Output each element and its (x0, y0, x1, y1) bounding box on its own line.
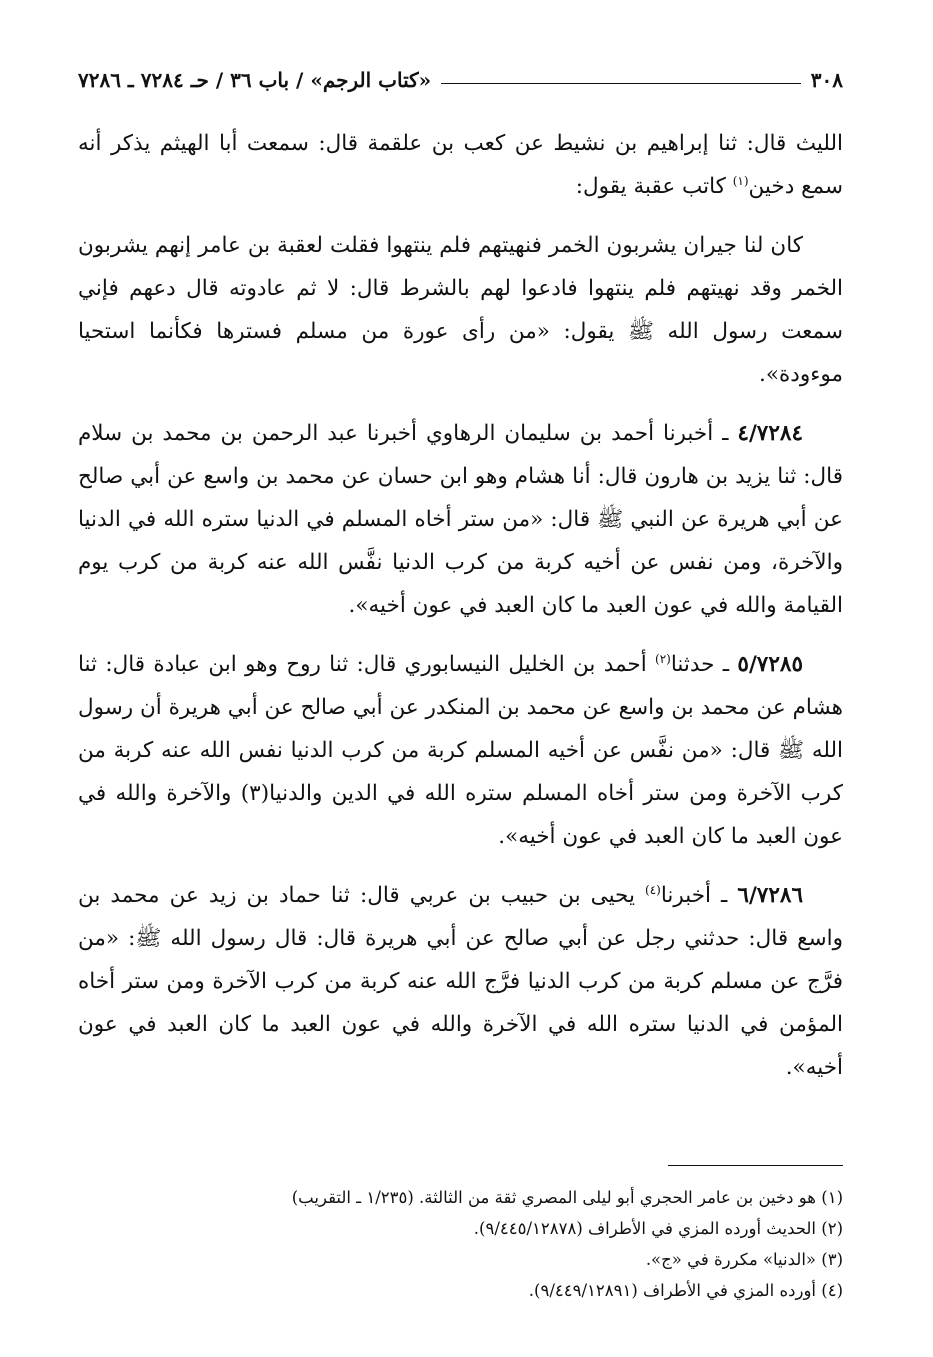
footnote-ref: (٢) (655, 651, 671, 666)
hadith-number: ٦/٧٢٨٦ (737, 883, 803, 908)
paragraph-text: ـ أخبرنا أحمد بن سليمان الرهاوي أخبرنا عبد الرحمن بن محمد بن سلام قال: ثنا يزيد بن هارون قال: أنا هشام وهو ابن حسان عن محمد بن واسع عن أبي صالح عن أبي هريرة عن النبي ﷺ قال: «من ستر أخاه المسلم في الدنيا ستره الله في الدنيا والآخرة، ومن نفس عن أخيه كربة من كرب الدنيا نفَّس الله عنه كربة من كرب يوم القيامة والله في عون العبد ما كان العبد في عون أخيه». (78, 421, 843, 618)
footnote-4: (٤) أورده المزي في الأطراف (٩/٤٤٩/١٢٨٩١). (528, 1281, 843, 1300)
hadith-7286 (78, 874, 843, 1089)
footnote-rule (668, 1165, 843, 1166)
book-page (78, 60, 843, 1330)
paragraph-2 (78, 224, 843, 396)
running-title: «كتاب الرجم» / باب ٣٦ / حـ ٧٢٨٤ ـ ٧٢٨٦ (78, 68, 432, 92)
paragraph-1 (78, 122, 843, 208)
paragraph-text: الليث قال: ثنا إبراهيم بن نشيط عن كعب بن علقمة قال: سمعت أبا الهيثم يذكر أنه سمع دخين (78, 131, 843, 199)
paragraph-text-after: أحمد بن الخليل النيسابوري قال: ثنا روح وهو ابن عبادة قال: ثنا هشام عن محمد بن واسع عن محمد بن المنكدر عن أبي صالح عن أبي هريرة أن رسول الله ﷺ قال: «من نفَّس عن أخيه المسلم كربة من كرب الدنيا نفس الله عنه كربة من كرب الآخرة ومن ستر أخاه المسلم ستره الله في الدين والدنيا(٣) والآخرة والله في عون العبد ما كان العبد في عون أخيه». (78, 652, 843, 849)
hadith-7284 (78, 412, 843, 627)
page-number: ٣٠٨ (810, 68, 843, 92)
paragraph-text: كان لنا جيران يشربون الخمر فنهيتهم فلم ينتهوا فقلت لعقبة بن عامر إنهم يشربون الخمر وقد نهيتهم فلم ينتهوا فادعوا لهم بالشرط قال: لا ثم عادوته قال دعهم فإني سمعت رسول الله ﷺ يقول: «من رأى عورة من مسلم فسترها فكأنما استحيا موءودة». (78, 233, 843, 387)
page-header (78, 60, 843, 100)
footnote-ref: (١) (732, 173, 749, 188)
hadith-number: ٥/٧٢٨٥ (737, 652, 803, 677)
hadith-7285 (78, 643, 843, 858)
paragraph-text-after: يحيى بن حبيب بن عربي قال: ثنا حماد بن زيد عن محمد بن واسع قال: حدثني رجل عن أبي صالح عن أبي هريرة قال: قال رسول الله ﷺ: «من فرَّج عن مسلم كربة من كرب الدنيا فرَّج الله عنه كربة من كرب الآخرة ومن ستر أخاه المؤمن في الدنيا ستره الله في الآخرة والله في عون العبد ما كان العبد في عون أخيه». (78, 883, 843, 1080)
paragraph-text: ـ أخبرنا (660, 883, 738, 908)
hadith-number: ٤/٧٢٨٤ (737, 421, 803, 446)
footnotes (78, 1182, 843, 1306)
footnote-3: (٣) «الدنيا» مكررة في «ج». (645, 1250, 843, 1269)
main-text (78, 122, 843, 1089)
header-rule (441, 83, 801, 84)
paragraph-text: ـ حدثنا (670, 652, 738, 677)
footnote-2: (٢) الحديث أورده المزي في الأطراف (٩/٤٤٥/١٢٨٧٨). (473, 1219, 843, 1238)
footnote-ref: (٤) (645, 882, 661, 897)
paragraph-text-after: كاتب عقبة يقول: (575, 174, 733, 199)
footnote-1: (١) هو دخين بن عامر الحجري أبو ليلى المصري ثقة من الثالثة. (١/٢٣٥ ـ التقريب) (291, 1188, 843, 1207)
